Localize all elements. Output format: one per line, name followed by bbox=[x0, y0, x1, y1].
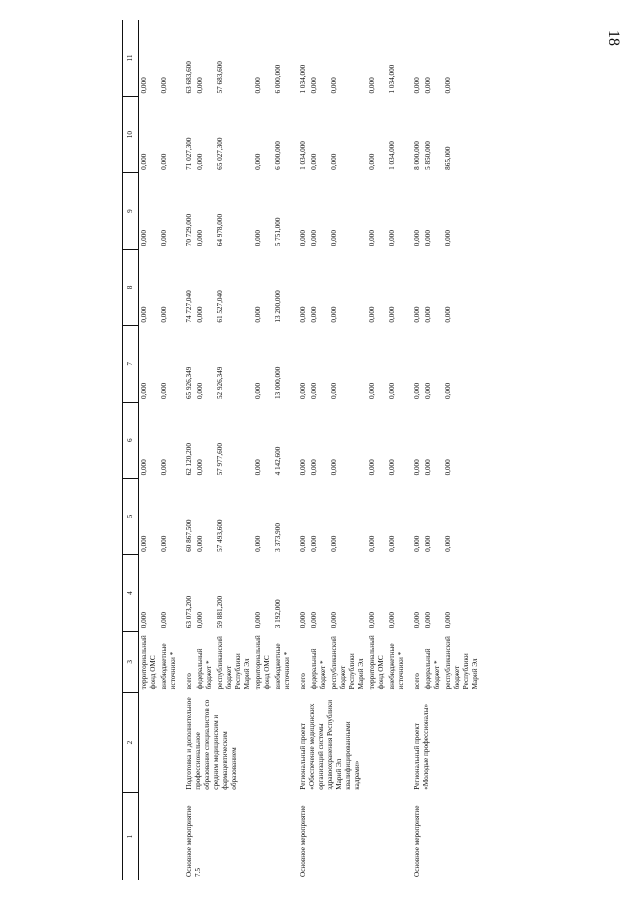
amount-cell: 0,000 bbox=[413, 382, 421, 400]
column-header-2: 2 bbox=[123, 692, 139, 792]
amount-cell: 0,000 bbox=[424, 382, 432, 400]
amount-cell: 0,000 bbox=[310, 153, 318, 170]
amount-cell: 13 000,000 bbox=[274, 366, 282, 400]
rotated-table-container bbox=[122, 20, 622, 880]
column-header-4: 4 bbox=[123, 555, 139, 631]
amount-cell: 0,000 bbox=[388, 306, 396, 323]
amount-cell: 0,000 bbox=[444, 612, 452, 629]
table-row bbox=[139, 20, 160, 880]
amount-cell: 0,000 bbox=[160, 153, 168, 170]
table-row bbox=[407, 20, 423, 880]
amount-cell: 0,000 bbox=[254, 230, 262, 247]
amount-cell: 0,000 bbox=[368, 153, 376, 170]
amount-cell: 865,000 bbox=[444, 146, 452, 170]
amount-cell: 57 977,600 bbox=[216, 443, 224, 476]
amount-cell: 0,000 bbox=[299, 535, 307, 552]
table-body bbox=[139, 20, 482, 880]
amount-cell: 0,000 bbox=[196, 382, 204, 400]
activity-name bbox=[139, 692, 180, 792]
amount-cell: 0,000 bbox=[254, 612, 262, 629]
amount-cell: 0,000 bbox=[368, 382, 376, 400]
amount-cell: 8 000,000 bbox=[413, 141, 421, 170]
amount-cell: 0,000 bbox=[330, 535, 338, 552]
activity-name: Региональный проект «Обеспечение медицинских организаций системы здравоохранения Республики Марий Эл квалифицированными кадрами» bbox=[299, 699, 361, 790]
amount-cell: 0,000 bbox=[254, 306, 262, 323]
amount-cell: 5 850,000 bbox=[424, 141, 432, 170]
amount-cell: 0,000 bbox=[368, 77, 376, 94]
amount-cell: 3 373,900 bbox=[274, 523, 282, 552]
amount-cell: 1 034,000 bbox=[299, 141, 307, 170]
amount-cell: 0,000 bbox=[444, 535, 452, 552]
amount-cell: 61 527,040 bbox=[216, 290, 224, 323]
amount-cell: 0,000 bbox=[254, 459, 262, 476]
column-header-3: 3 bbox=[123, 631, 139, 692]
amount-cell: 0,000 bbox=[196, 153, 204, 170]
amount-cell: 0,000 bbox=[413, 306, 421, 323]
amount-cell: 0,000 bbox=[299, 306, 307, 323]
amount-cell: 64 978,000 bbox=[216, 213, 224, 247]
amount-cell: 0,000 bbox=[388, 459, 396, 476]
funding-source: территориальный фонд ОМС bbox=[254, 635, 271, 690]
funding-source: территориальный фонд ОМС bbox=[140, 635, 157, 690]
amount-cell: 0,000 bbox=[160, 306, 168, 323]
amount-cell: 1 034,000 bbox=[388, 64, 396, 94]
amount-cell: 0,000 bbox=[444, 77, 452, 94]
amount-cell: 0,000 bbox=[413, 612, 421, 629]
funding-source: республиканский бюджет Республики Марий Эл bbox=[444, 636, 479, 690]
amount-cell: 0,000 bbox=[388, 612, 396, 629]
funding-source: территориальный фонд ОМС bbox=[368, 635, 385, 690]
amount-cell: 0,000 bbox=[140, 612, 148, 629]
amount-cell: 0,000 bbox=[196, 612, 204, 629]
funding-source: внебюджетные источники * bbox=[388, 643, 405, 690]
amount-cell: 0,000 bbox=[254, 535, 262, 552]
amount-cell: 59 881,200 bbox=[216, 595, 224, 629]
activity-label: Основное мероприятие bbox=[299, 805, 307, 877]
amount-cell: 52 926,349 bbox=[216, 366, 224, 400]
amount-cell: 0,000 bbox=[160, 459, 168, 476]
amount-cell: 60 867,500 bbox=[185, 519, 193, 552]
amount-cell: 0,000 bbox=[413, 459, 421, 476]
amount-cell: 0,000 bbox=[330, 459, 338, 476]
amount-cell: 0,000 bbox=[299, 459, 307, 476]
column-header-5: 5 bbox=[123, 478, 139, 554]
amount-cell: 0,000 bbox=[444, 306, 452, 323]
funding-source: всего bbox=[185, 673, 193, 690]
column-header-9: 9 bbox=[123, 173, 139, 249]
amount-cell: 0,000 bbox=[310, 306, 318, 323]
header-row bbox=[123, 20, 139, 880]
amount-cell: 63 683,600 bbox=[185, 61, 193, 94]
amount-cell: 0,000 bbox=[140, 230, 148, 247]
table-row bbox=[179, 20, 195, 880]
amount-cell: 0,000 bbox=[299, 230, 307, 247]
amount-cell: 0,000 bbox=[444, 230, 452, 247]
activity-name: Региональный проект «Молодые профессионалы» bbox=[413, 703, 430, 790]
amount-cell: 0,000 bbox=[160, 77, 168, 94]
amount-cell: 0,000 bbox=[196, 230, 204, 247]
activity-name: Подготовка и дополнительное профессиональное образование специалистов со средним медицинским и фармацевтическим образованием bbox=[185, 697, 238, 790]
amount-cell: 0,000 bbox=[330, 77, 338, 94]
funding-source: федеральный бюджет * bbox=[196, 648, 213, 690]
amount-cell: 0,000 bbox=[140, 459, 148, 476]
activity-label bbox=[139, 793, 180, 880]
amount-cell: 0,000 bbox=[196, 535, 204, 552]
amount-cell: 0,000 bbox=[424, 306, 432, 323]
amount-cell: 4 142,600 bbox=[274, 446, 282, 476]
amount-cell: 0,000 bbox=[424, 77, 432, 94]
amount-cell: 65 926,349 bbox=[185, 366, 193, 400]
amount-cell: 6 000,000 bbox=[274, 64, 282, 94]
amount-cell: 0,000 bbox=[330, 153, 338, 170]
amount-cell: 0,000 bbox=[413, 77, 421, 94]
amount-cell: 1 034,000 bbox=[388, 141, 396, 170]
amount-cell: 74 727,040 bbox=[185, 290, 193, 323]
amount-cell: 65 027,300 bbox=[216, 137, 224, 170]
amount-cell: 0,000 bbox=[413, 230, 421, 247]
amount-cell: 0,000 bbox=[140, 153, 148, 170]
column-header-6: 6 bbox=[123, 402, 139, 478]
page-number: 18 bbox=[605, 30, 622, 46]
amount-cell: 0,000 bbox=[196, 77, 204, 94]
amount-cell: 0,000 bbox=[368, 459, 376, 476]
amount-cell: 57 683,600 bbox=[216, 61, 224, 94]
amount-cell: 0,000 bbox=[310, 230, 318, 247]
amount-cell: 57 493,600 bbox=[216, 519, 224, 552]
budget-table bbox=[122, 20, 481, 880]
amount-cell: 0,000 bbox=[160, 612, 168, 629]
amount-cell: 0,000 bbox=[160, 230, 168, 247]
amount-cell: 0,000 bbox=[330, 612, 338, 629]
amount-cell: 13 200,000 bbox=[274, 290, 282, 323]
amount-cell: 0,000 bbox=[368, 535, 376, 552]
funding-source: внебюджетные источники * bbox=[160, 643, 177, 690]
amount-cell: 0,000 bbox=[330, 306, 338, 323]
amount-cell: 0,000 bbox=[254, 382, 262, 400]
amount-cell: 0,000 bbox=[140, 77, 148, 94]
funding-source: федеральный бюджет * bbox=[310, 648, 327, 690]
column-header-8: 8 bbox=[123, 249, 139, 325]
amount-cell: 0,000 bbox=[368, 230, 376, 247]
funding-source: всего bbox=[413, 673, 421, 690]
amount-cell: 0,000 bbox=[299, 612, 307, 629]
amount-cell: 0,000 bbox=[330, 230, 338, 247]
activity-label: Основное мероприятие bbox=[413, 805, 421, 877]
amount-cell: 0,000 bbox=[140, 382, 148, 400]
column-header-10: 10 bbox=[123, 96, 139, 172]
amount-cell: 6 000,000 bbox=[274, 141, 282, 170]
amount-cell: 0,000 bbox=[368, 612, 376, 629]
activity-label: Основное мероприятие 7.5 bbox=[185, 805, 202, 877]
amount-cell: 5 751,000 bbox=[274, 217, 282, 247]
amount-cell: 3 192,000 bbox=[274, 599, 282, 629]
amount-cell: 0,000 bbox=[388, 535, 396, 552]
amount-cell: 0,000 bbox=[299, 382, 307, 400]
table-row bbox=[293, 20, 309, 880]
amount-cell: 0,000 bbox=[444, 382, 452, 400]
amount-cell: 0,000 bbox=[310, 382, 318, 400]
amount-cell: 0,000 bbox=[196, 306, 204, 323]
amount-cell: 0,000 bbox=[424, 459, 432, 476]
amount-cell: 0,000 bbox=[310, 77, 318, 94]
amount-cell: 63 073,200 bbox=[185, 595, 193, 629]
amount-cell: 62 120,200 bbox=[185, 443, 193, 476]
amount-cell: 0,000 bbox=[444, 459, 452, 476]
column-header-1: 1 bbox=[123, 793, 139, 880]
funding-source: федеральный бюджет * bbox=[424, 648, 441, 690]
amount-cell: 0,000 bbox=[424, 535, 432, 552]
funding-source: внебюджетные источники * bbox=[274, 643, 291, 690]
column-header-7: 7 bbox=[123, 326, 139, 402]
amount-cell: 71 027,300 bbox=[185, 137, 193, 170]
amount-cell: 0,000 bbox=[310, 612, 318, 629]
amount-cell: 0,000 bbox=[140, 306, 148, 323]
funding-source: республиканский бюджет Республики Марий Эл bbox=[216, 636, 251, 690]
amount-cell: 0,000 bbox=[310, 459, 318, 476]
amount-cell: 0,000 bbox=[254, 153, 262, 170]
table-header bbox=[123, 20, 139, 880]
amount-cell: 0,000 bbox=[413, 535, 421, 552]
amount-cell: 0,000 bbox=[424, 612, 432, 629]
amount-cell: 0,000 bbox=[140, 535, 148, 552]
funding-source: республиканский бюджет Республики Марий Эл bbox=[330, 636, 365, 690]
amount-cell: 0,000 bbox=[254, 77, 262, 94]
amount-cell: 70 729,000 bbox=[185, 213, 193, 247]
amount-cell: 0,000 bbox=[424, 230, 432, 247]
amount-cell: 0,000 bbox=[330, 382, 338, 400]
amount-cell: 1 034,000 bbox=[299, 64, 307, 94]
amount-cell: 0,000 bbox=[196, 459, 204, 476]
column-header-11: 11 bbox=[123, 20, 139, 96]
amount-cell: 0,000 bbox=[160, 535, 168, 552]
amount-cell: 0,000 bbox=[388, 382, 396, 400]
funding-source: всего bbox=[299, 673, 307, 690]
amount-cell: 0,000 bbox=[310, 535, 318, 552]
amount-cell: 0,000 bbox=[160, 382, 168, 400]
amount-cell: 0,000 bbox=[368, 306, 376, 323]
amount-cell: 0,000 bbox=[388, 230, 396, 247]
